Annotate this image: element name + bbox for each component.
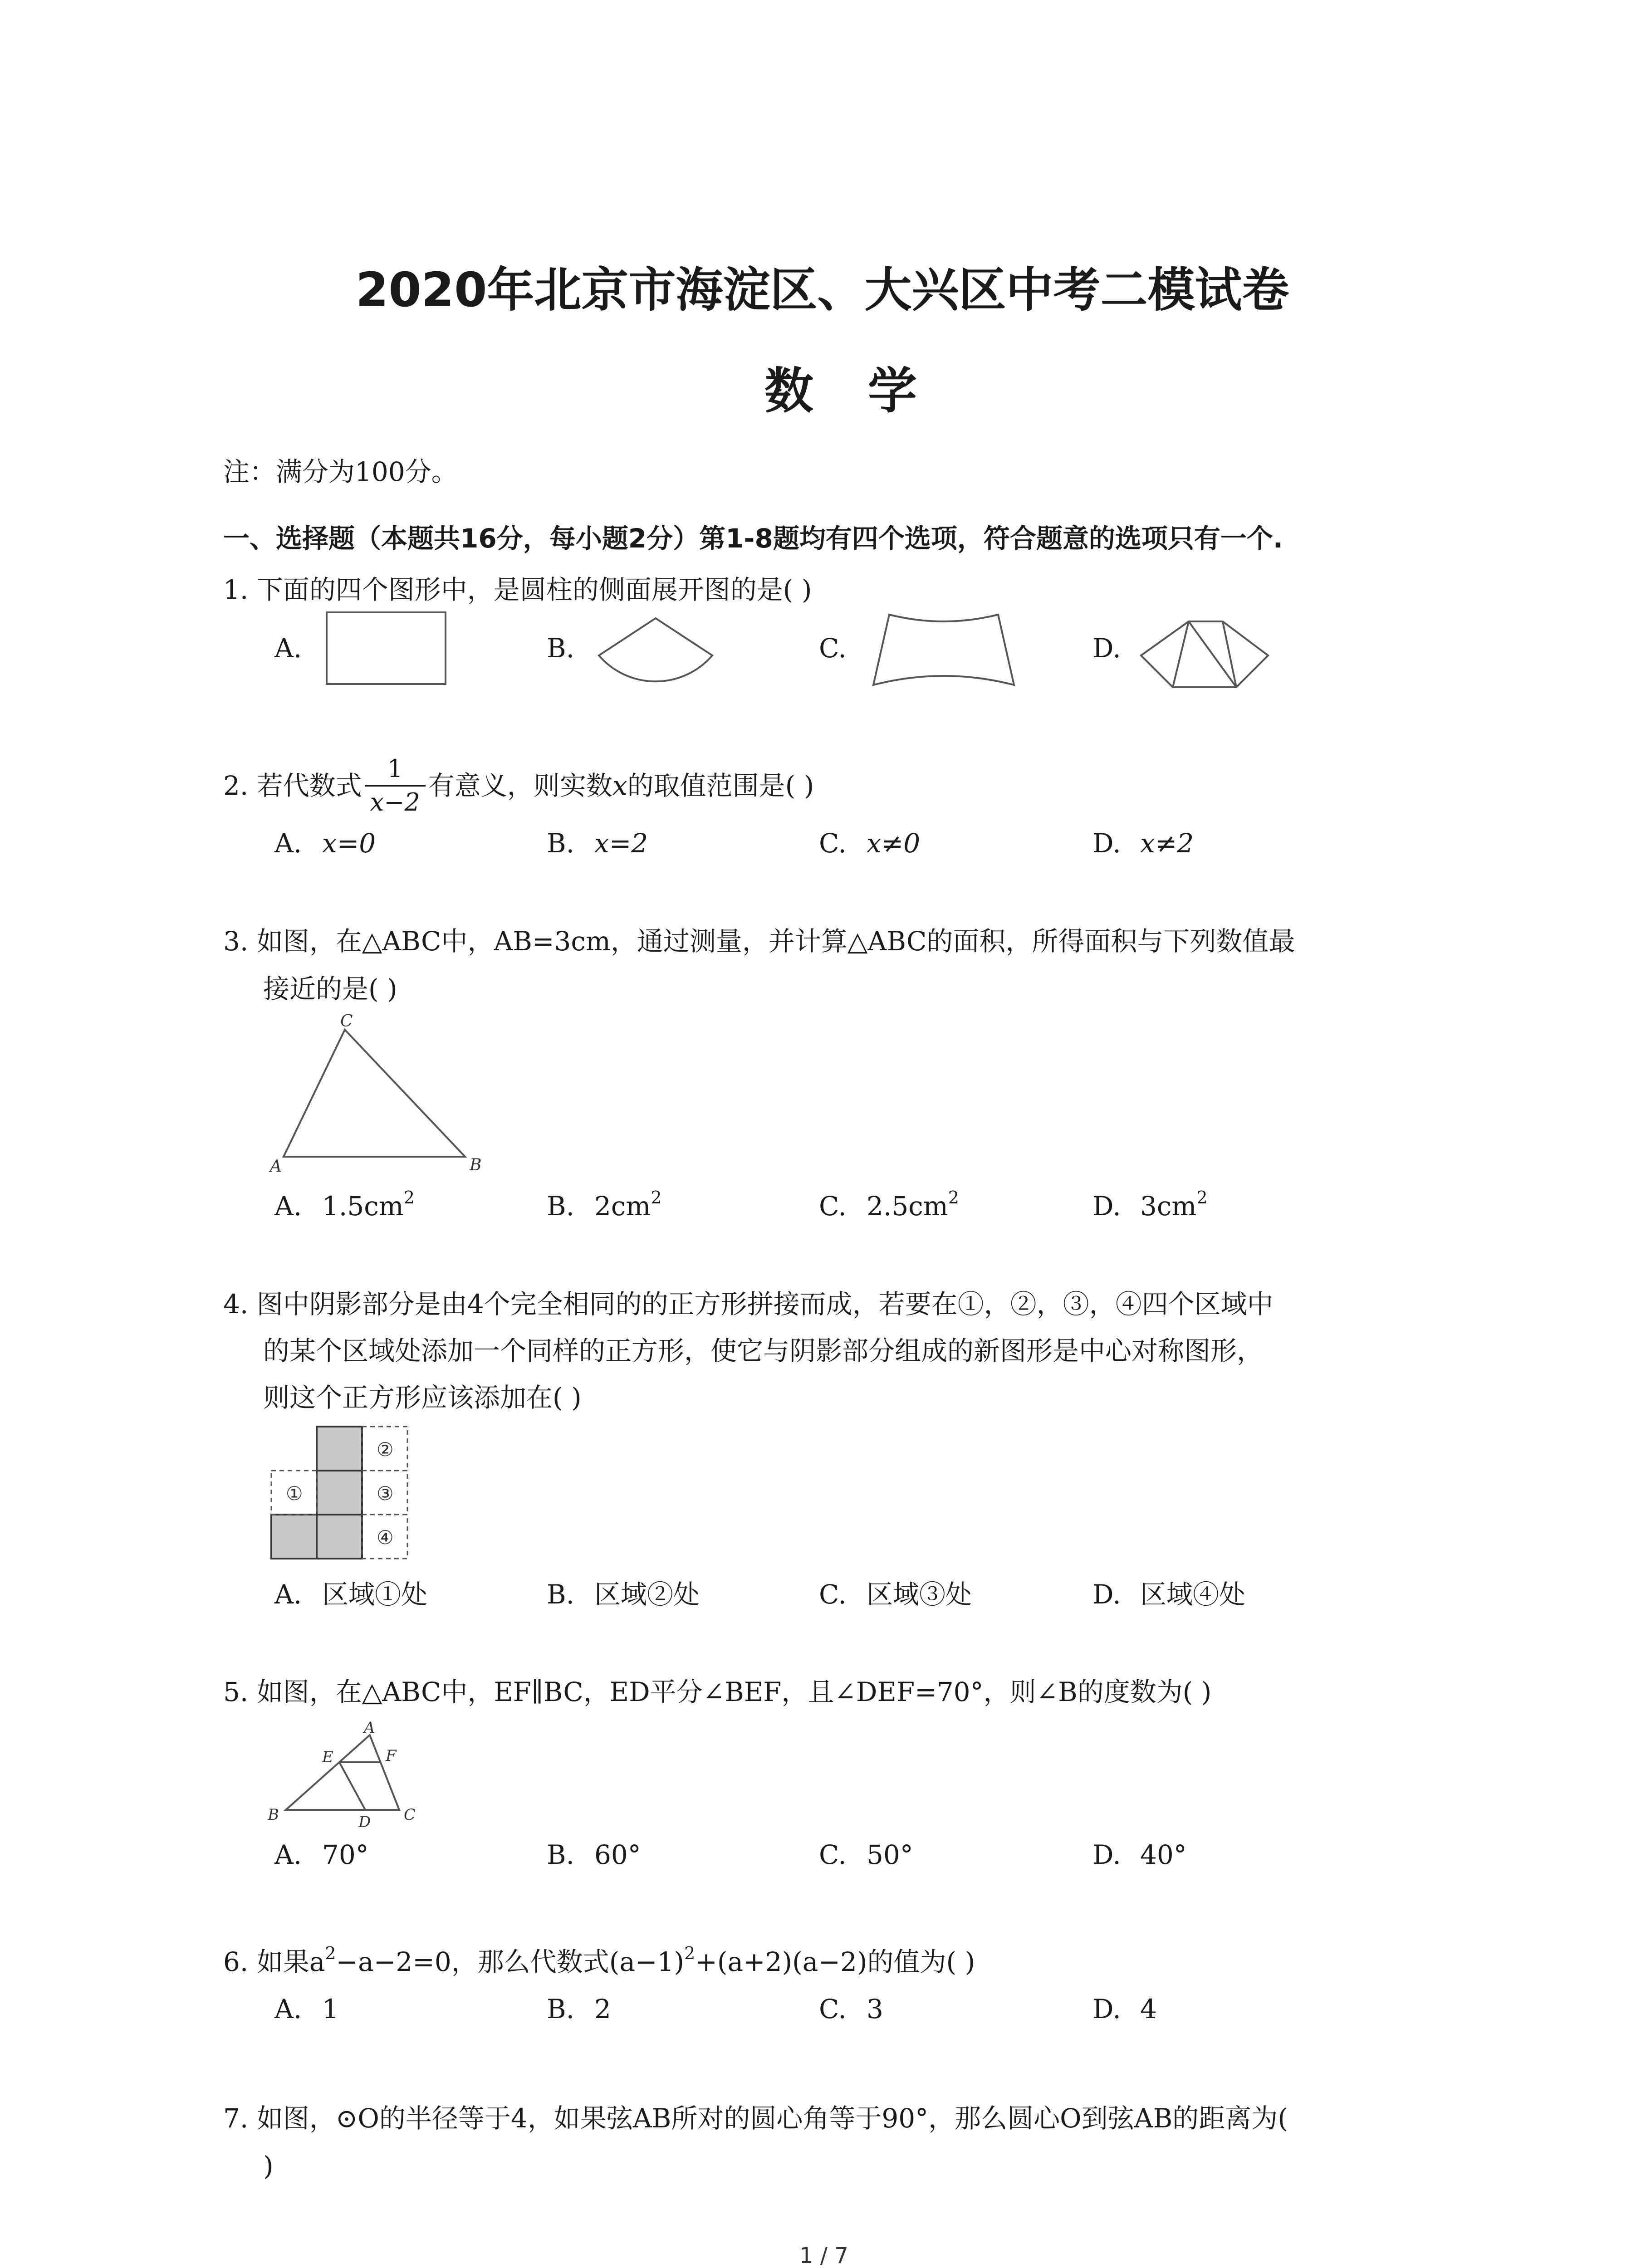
q2-option-d: D. x≠2: [1092, 828, 1194, 859]
question-3-line-1: 3. 如图，在△ABC中，AB=3cm，通过测量，并计算△ABC的面积，所得面积与下列数值最: [223, 926, 1295, 957]
q3-option-a: A. $1.5cm^2$: [274, 1188, 415, 1222]
q6-option-b: B. 2: [547, 1994, 611, 2024]
q1-label-c: C.: [819, 633, 847, 664]
q4-region-3: ③: [377, 1482, 394, 1505]
q4-squares-figure: [268, 1424, 413, 1565]
q4-region-2: ②: [377, 1438, 394, 1461]
q1-figure-pyramid-net: [1136, 615, 1273, 692]
q1-label-d: D.: [1092, 633, 1121, 664]
q5-option-d: D. 40°: [1092, 1839, 1187, 1870]
exam-title: 2020年北京市海淀区、大兴区中考二模试卷: [356, 262, 1289, 318]
q5-label-c: C: [404, 1806, 416, 1824]
q1-label-b: B.: [547, 633, 575, 664]
q2-suffix: 的取值范围是( ): [627, 770, 814, 801]
q2-frac-denominator: x−2: [365, 785, 426, 818]
question-6-stem: 6. 如果$a^2-a-2=0$，那么代数式$(a-1)^2+(a+2)(a-2)$的值为( ): [223, 1943, 975, 1977]
q2-var: x: [612, 770, 627, 801]
q1-figure-rectangle: [324, 610, 449, 687]
q3-label-c: C: [340, 1012, 353, 1031]
question-1-stem: 1. 下面的四个图形中，是圆柱的侧面展开图的是( ): [223, 574, 812, 605]
q4-region-1: ①: [286, 1482, 303, 1505]
question-5-stem: 5. 如图，在△ABC中，EF∥BC，ED平分∠BEF，且∠DEF=70°，则∠B的度数为( ): [223, 1677, 1212, 1707]
q5-label-b: B: [268, 1806, 279, 1824]
page-number: 1 / 7: [799, 2243, 848, 2268]
q1-figure-annular-sector: [869, 610, 1019, 692]
section-heading: 一、选择题（本题共16分，每小题2分）第1-8题均有四个选项，符合题意的选项只有一个.: [223, 523, 1283, 554]
q2-mid: 有意义，则实数: [428, 770, 612, 801]
score-note: 注：满分为100分。: [223, 456, 458, 487]
q4-option-d: D. 区域④处: [1092, 1579, 1246, 1610]
q3-triangle-figure: [265, 1009, 492, 1175]
question-7-line-1: 7. 如图，⊙O的半径等于4，如果弦AB所对的圆心角等于90°，那么圆心O到弦AB的距离为(: [223, 2103, 1288, 2134]
q4-region-4: ④: [377, 1526, 394, 1549]
q5-label-a: A: [364, 1719, 375, 1737]
subject-title: 数学: [764, 363, 972, 420]
q3-label-a: A: [270, 1157, 282, 1175]
q3-option-c: C. $2.5cm^2$: [819, 1188, 959, 1222]
q2-option-a: A. x=0: [274, 828, 376, 859]
q2-option-c: C. x≠0: [819, 828, 921, 859]
question-2-stem: [223, 753, 814, 818]
q4-option-c: C. 区域③处: [819, 1579, 972, 1610]
q5-option-a: A. 70°: [274, 1839, 369, 1870]
q5-label-f: F: [386, 1747, 397, 1765]
q3-option-d: D. $3cm^2$: [1092, 1188, 1208, 1222]
q4-option-b: B. 区域②处: [547, 1579, 700, 1610]
question-4-line-2: 的某个区域处添加一个同样的正方形，使它与阴影部分组成的新图形是中心对称图形，: [263, 1335, 1264, 1366]
q5-label-e: E: [322, 1748, 333, 1766]
q5-option-c: C. 50°: [819, 1839, 913, 1870]
q2-option-b: B. x=2: [547, 828, 648, 859]
q3-label-b: B: [470, 1156, 482, 1174]
q6-option-a: A. 1: [274, 1994, 339, 2024]
q1-label-a: A.: [274, 633, 302, 664]
question-7-line-2: ): [263, 2151, 274, 2181]
q5-option-b: B. 60°: [547, 1839, 641, 1870]
q6-option-c: C. 3: [819, 1994, 883, 2024]
q3-option-b: B. $2cm^2$: [547, 1188, 662, 1222]
q6-option-d: D. 4: [1092, 1994, 1157, 2024]
question-3-line-2: 接近的是( ): [263, 973, 397, 1004]
question-4-line-3: 则这个正方形应该添加在( ): [263, 1382, 582, 1413]
q5-triangle-figure: [263, 1719, 426, 1837]
q4-option-a: A. 区域①处: [274, 1579, 428, 1610]
question-4-line-1: 4. 图中阴影部分是由4个完全相同的的正方形拼接而成，若要在①，②，③，④四个区域中: [223, 1289, 1274, 1320]
q1-figure-sector: [594, 615, 717, 696]
q2-fraction: [365, 753, 426, 818]
q2-prefix: 2. 若代数式: [223, 770, 362, 801]
q2-frac-numerator: 1: [387, 754, 403, 783]
q5-label-d: D: [358, 1813, 371, 1831]
